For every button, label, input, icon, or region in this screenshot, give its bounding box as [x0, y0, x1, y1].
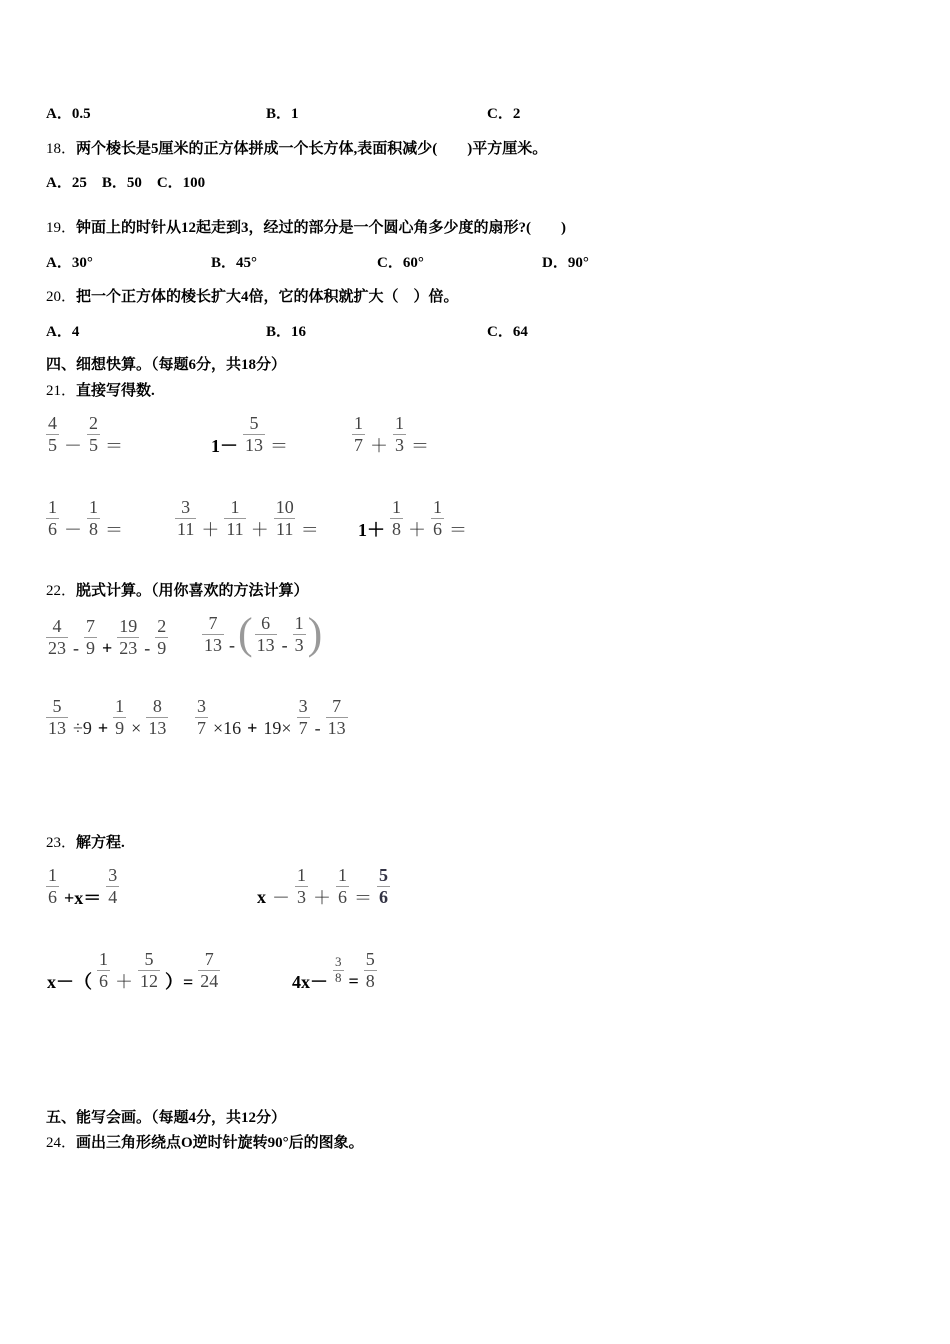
denominator: 7	[354, 434, 363, 455]
denominator: 11	[226, 518, 244, 539]
fraction	[106, 865, 119, 907]
numerator: 1	[99, 948, 108, 969]
fraction	[293, 613, 306, 655]
numerator: 1	[115, 696, 125, 717]
operator: 1＋	[358, 520, 385, 540]
numerator: 10	[275, 496, 294, 517]
operator: ＋	[370, 436, 388, 456]
operator: -	[314, 718, 321, 738]
q20-option-a: A．4	[46, 324, 80, 340]
numerator: 5	[379, 864, 388, 885]
denominator: 6	[338, 886, 347, 907]
fraction	[295, 865, 308, 907]
numerator: 1	[294, 612, 304, 633]
operator: x－（	[47, 972, 92, 992]
fraction	[46, 616, 68, 658]
fraction	[390, 497, 403, 539]
question-number: 20．	[46, 289, 77, 305]
fraction	[297, 696, 310, 738]
q17-option-a: A．0.5	[46, 106, 91, 122]
q17-option-b: B．1	[266, 106, 299, 122]
fraction	[326, 696, 348, 738]
operator: ＝	[105, 436, 123, 456]
q22-expression	[193, 696, 350, 739]
denominator: 13	[48, 718, 66, 738]
denominator: 12	[140, 970, 158, 991]
numerator: 5	[144, 948, 154, 969]
fraction	[195, 696, 208, 738]
operator: ×	[131, 718, 142, 738]
fraction	[138, 949, 160, 991]
question-21	[46, 379, 155, 400]
numerator: 7	[204, 948, 214, 969]
question-number: 22．	[46, 583, 77, 599]
denominator: 8	[335, 969, 342, 985]
question-number: 18．	[46, 141, 77, 157]
question-19	[46, 216, 566, 237]
fraction	[243, 413, 265, 455]
numerator: 6	[261, 612, 271, 633]
section-5-heading: 五、能写会画。（每题4分，共12分）	[46, 1110, 287, 1126]
numerator: 1	[48, 864, 57, 885]
denominator: 7	[197, 718, 206, 738]
q23-equation	[44, 862, 121, 910]
fraction	[393, 413, 406, 455]
denominator: 6	[48, 886, 57, 907]
numerator: 1	[395, 412, 404, 433]
q20-option-b: B．16	[266, 324, 307, 340]
fraction	[202, 613, 224, 655]
operator: +x＝	[64, 888, 102, 908]
q19-option-c: C．60°	[377, 255, 424, 271]
numerator: 7	[208, 612, 218, 633]
fraction	[333, 955, 344, 986]
q23-equation	[254, 862, 392, 910]
operator: ＋	[115, 972, 133, 992]
q18-options: A．25 B．50 C．100	[46, 175, 206, 191]
operator: ×16	[213, 718, 242, 738]
parenthesis: )	[307, 609, 323, 658]
fraction	[113, 696, 126, 738]
denominator: 23	[119, 638, 138, 658]
parenthesis: (	[238, 609, 253, 658]
q23-equation	[289, 946, 379, 994]
question-text: 画出三角形绕点O逆时针旋转90°后的图象。	[76, 1135, 364, 1151]
denominator: 4	[108, 886, 118, 907]
denominator: 3	[294, 634, 304, 655]
denominator: 3	[395, 434, 404, 455]
operator: ＝	[300, 520, 319, 540]
q19-option-d: D．90°	[542, 255, 589, 271]
fraction	[274, 497, 296, 539]
question-number: 19．	[46, 220, 77, 236]
numerator: 1	[297, 864, 306, 885]
fraction	[84, 616, 97, 658]
operator: －	[64, 436, 82, 456]
numerator: 1	[354, 412, 363, 433]
denominator: 8	[392, 518, 401, 539]
question-20	[46, 285, 459, 306]
question-number: 24．	[46, 1135, 77, 1151]
denominator: 9	[157, 638, 167, 658]
numerator: 5	[365, 948, 375, 969]
q21-expression	[355, 494, 470, 542]
q23-equation	[44, 946, 222, 994]
operator: x	[257, 886, 266, 907]
fraction	[46, 413, 59, 455]
fraction	[46, 696, 68, 738]
fraction	[364, 949, 377, 991]
q19-option-b: B．45°	[211, 255, 258, 271]
q22-expression	[44, 616, 170, 659]
operator: ＝	[270, 436, 288, 456]
operator: +	[102, 638, 113, 658]
operator: -	[229, 634, 235, 655]
fraction	[46, 865, 59, 907]
operator: －	[64, 520, 82, 540]
fraction	[117, 616, 139, 658]
numerator: 2	[157, 616, 167, 637]
numerator: 5	[52, 696, 62, 717]
numerator: 1	[230, 496, 240, 517]
q17-option-c: C．2	[487, 106, 521, 122]
operator: 1－	[211, 436, 238, 456]
question-23	[46, 831, 125, 852]
q22-expression	[200, 609, 323, 658]
denominator: 23	[48, 638, 66, 658]
fraction	[97, 949, 110, 991]
fraction	[87, 413, 100, 455]
numerator: 3	[181, 496, 191, 517]
numerator: 1	[433, 496, 442, 517]
operator: 19×	[263, 718, 292, 738]
numerator: 3	[335, 953, 342, 969]
question-text: 钟面上的时针从12起走到3，经过的部分是一个圆心角多少度的扇形?( )	[76, 220, 567, 236]
question-text: 解方程.	[76, 835, 125, 851]
denominator: 6	[99, 970, 108, 991]
question-number: 21．	[46, 383, 77, 399]
fraction	[155, 616, 168, 658]
question-24	[46, 1131, 364, 1152]
numerator: 3	[197, 696, 206, 717]
denominator: 6	[379, 886, 388, 907]
denominator: 5	[48, 434, 57, 455]
numerator: 1	[392, 496, 401, 517]
q21-expression	[350, 410, 432, 458]
denominator: 6	[48, 518, 57, 539]
numerator: 4	[52, 616, 62, 637]
section-4-heading: 四、细想快算。（每题6分，共18分）	[46, 357, 287, 373]
fraction	[87, 497, 100, 539]
q21-expression	[173, 494, 322, 542]
operator: ＝	[411, 436, 429, 456]
question-number: 23．	[46, 835, 77, 851]
denominator: 7	[298, 718, 308, 738]
fraction	[431, 497, 444, 539]
numerator: 1	[89, 496, 98, 517]
q20-option-c: C．64	[487, 324, 528, 340]
question-text: 把一个正方体的棱长扩大4倍，它的体积就扩大（ ）倍。	[76, 289, 459, 305]
numerator: 7	[332, 696, 342, 717]
fraction	[377, 865, 390, 907]
fraction	[46, 497, 59, 539]
operator: ＋	[250, 520, 269, 540]
operator: ÷9	[73, 718, 92, 738]
numerator: 19	[119, 616, 138, 637]
question-text: 脱式计算。（用你喜欢的方法计算）	[76, 583, 309, 599]
operator: ＝	[354, 888, 372, 908]
question-text: 两个棱长是5厘米的正方体拼成一个长方体,表面积减少( )平方厘米。	[76, 141, 548, 157]
operator: 4x－	[292, 972, 328, 992]
denominator: 13	[148, 718, 167, 738]
q22-expression	[44, 696, 170, 739]
question-18	[46, 137, 547, 158]
q21-expression	[208, 410, 291, 458]
denominator: 3	[297, 886, 306, 907]
q21-expression	[44, 410, 126, 458]
numerator: 3	[298, 696, 308, 717]
fraction	[224, 497, 245, 539]
fraction	[255, 613, 277, 655]
denominator: 13	[245, 434, 263, 455]
fraction	[175, 497, 196, 539]
numerator: 1	[338, 864, 347, 885]
operator: ＋	[408, 520, 426, 540]
operator: +	[247, 718, 258, 738]
operator: +	[97, 718, 109, 738]
numerator: 1	[48, 496, 57, 517]
operator: ）=	[165, 972, 194, 992]
denominator: 13	[256, 634, 275, 655]
question-text: 直接写得数.	[76, 383, 155, 399]
question-22	[46, 579, 309, 600]
q21-expression	[44, 494, 126, 542]
fraction	[352, 413, 365, 455]
operator: -	[73, 638, 79, 658]
operator: ＋	[313, 888, 331, 908]
fraction	[336, 865, 349, 907]
operator: ＋	[201, 520, 220, 540]
operator: ＝	[105, 520, 123, 540]
operator: =	[348, 970, 359, 991]
operator: －	[272, 888, 290, 908]
numerator: 4	[48, 412, 57, 433]
denominator: 24	[200, 970, 219, 991]
operator: ＝	[449, 520, 467, 540]
denominator: 13	[204, 634, 222, 655]
denominator: 5	[89, 434, 98, 455]
numerator: 8	[152, 696, 162, 717]
denominator: 6	[433, 518, 442, 539]
operator: -	[144, 638, 151, 658]
denominator: 13	[327, 718, 346, 738]
numerator: 7	[86, 616, 95, 637]
fraction	[146, 696, 168, 738]
denominator: 9	[115, 718, 125, 738]
operator: -	[281, 634, 288, 655]
numerator: 3	[108, 864, 118, 885]
denominator: 9	[86, 638, 95, 658]
denominator: 8	[89, 518, 98, 539]
fraction	[198, 949, 220, 991]
denominator: 11	[177, 518, 195, 539]
denominator: 11	[276, 518, 294, 539]
denominator: 8	[365, 970, 375, 991]
q19-option-a: A．30°	[46, 255, 93, 271]
numerator: 5	[249, 412, 259, 433]
numerator: 2	[89, 412, 98, 433]
